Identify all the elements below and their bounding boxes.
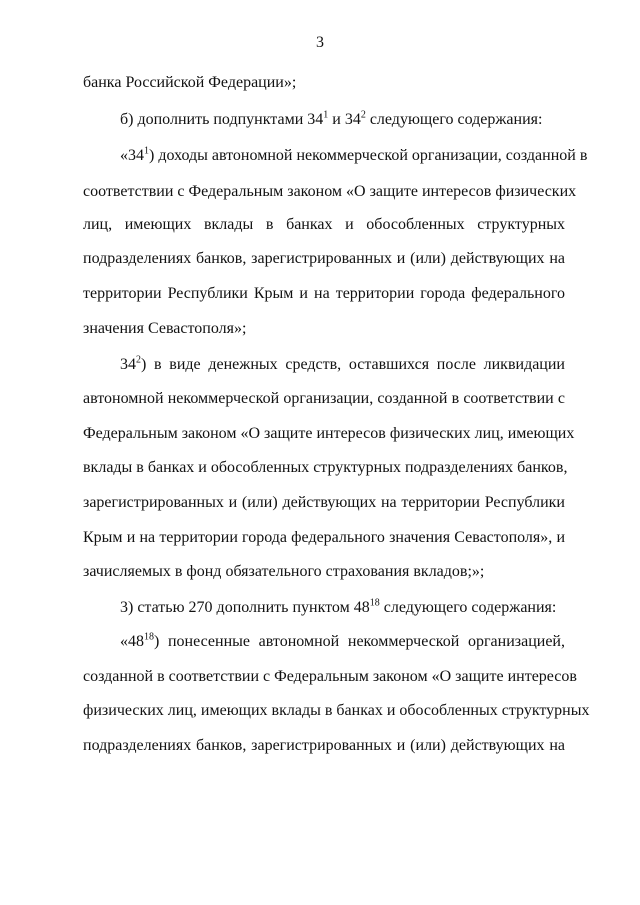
text-line-3 [120, 145, 588, 166]
text-segment: и 34 [328, 111, 361, 128]
text-segment: «34 [120, 147, 144, 164]
text-line-10: автономной некоммерческой организации, созданной в соответствии с [83, 390, 565, 407]
text-line-20: подразделениях банков, зарегистрированных и (или) действующих на [83, 737, 565, 754]
text-line-1: банка Российской Федерации»; [83, 74, 297, 91]
page-number: 3 [316, 34, 324, 51]
text-line-11: Федеральным законом «О защите интересов физических лиц, имеющих [83, 425, 575, 442]
text-line-16 [120, 598, 556, 618]
text-line-13: зарегистрированных и (или) действующих на территории Республики [83, 494, 565, 511]
text-line-19: физических лиц, имеющих вклады в банках и обособленных структурных [83, 702, 590, 719]
text-line-2 [120, 110, 542, 130]
text-segment: следующего содержания: [365, 111, 543, 128]
text-segment: ) в виде денежных средств, оставшихся после ликвидации [141, 356, 565, 373]
text-line-7: территории Республики Крым и на территории города федерального [83, 285, 565, 302]
text-segment: следующего содержания: [379, 599, 557, 616]
text-line-8: значения Севастополя»; [83, 320, 247, 337]
text-line-14: Крым и на территории города федерального значения Севастополя», и [83, 529, 565, 546]
superscript: 18 [369, 597, 380, 609]
text-line-12: вклады в банках и обособленных структурных подразделениях банков, [83, 459, 568, 476]
text-line-9 [120, 355, 565, 375]
text-segment: 34 [120, 356, 136, 373]
text-line-15: зачисляемых в фонд обязательного страхования вкладов;»; [83, 563, 485, 580]
superscript: 1 [323, 109, 329, 121]
text-segment: ) понесенные автономной некоммерческой организацией, [154, 633, 565, 650]
text-line-17 [120, 632, 565, 652]
text-segment: ) доходы автономной некоммерческой организации, созданной в [149, 147, 588, 164]
text-segment: «48 [120, 633, 144, 650]
superscript: 18 [144, 631, 154, 643]
superscript: 2 [136, 354, 141, 366]
text-segment: б) дополнить подпунктами 34 [120, 111, 324, 128]
text-segment: 3) статью 270 дополнить пунктом 48 [120, 599, 370, 616]
text-line-6: подразделениях банков, зарегистрированных и (или) действующих на [83, 250, 565, 267]
text-line-5: лиц, имеющих вклады в банках и обособленных структурных [83, 216, 565, 233]
superscript: 2 [360, 109, 366, 121]
text-line-4: соответствии с Федеральным законом «О защите интересов физических [83, 183, 577, 200]
text-line-18: созданной в соответствии с Федеральным законом «О защите интересов [83, 668, 577, 685]
superscript: 1 [144, 145, 149, 157]
